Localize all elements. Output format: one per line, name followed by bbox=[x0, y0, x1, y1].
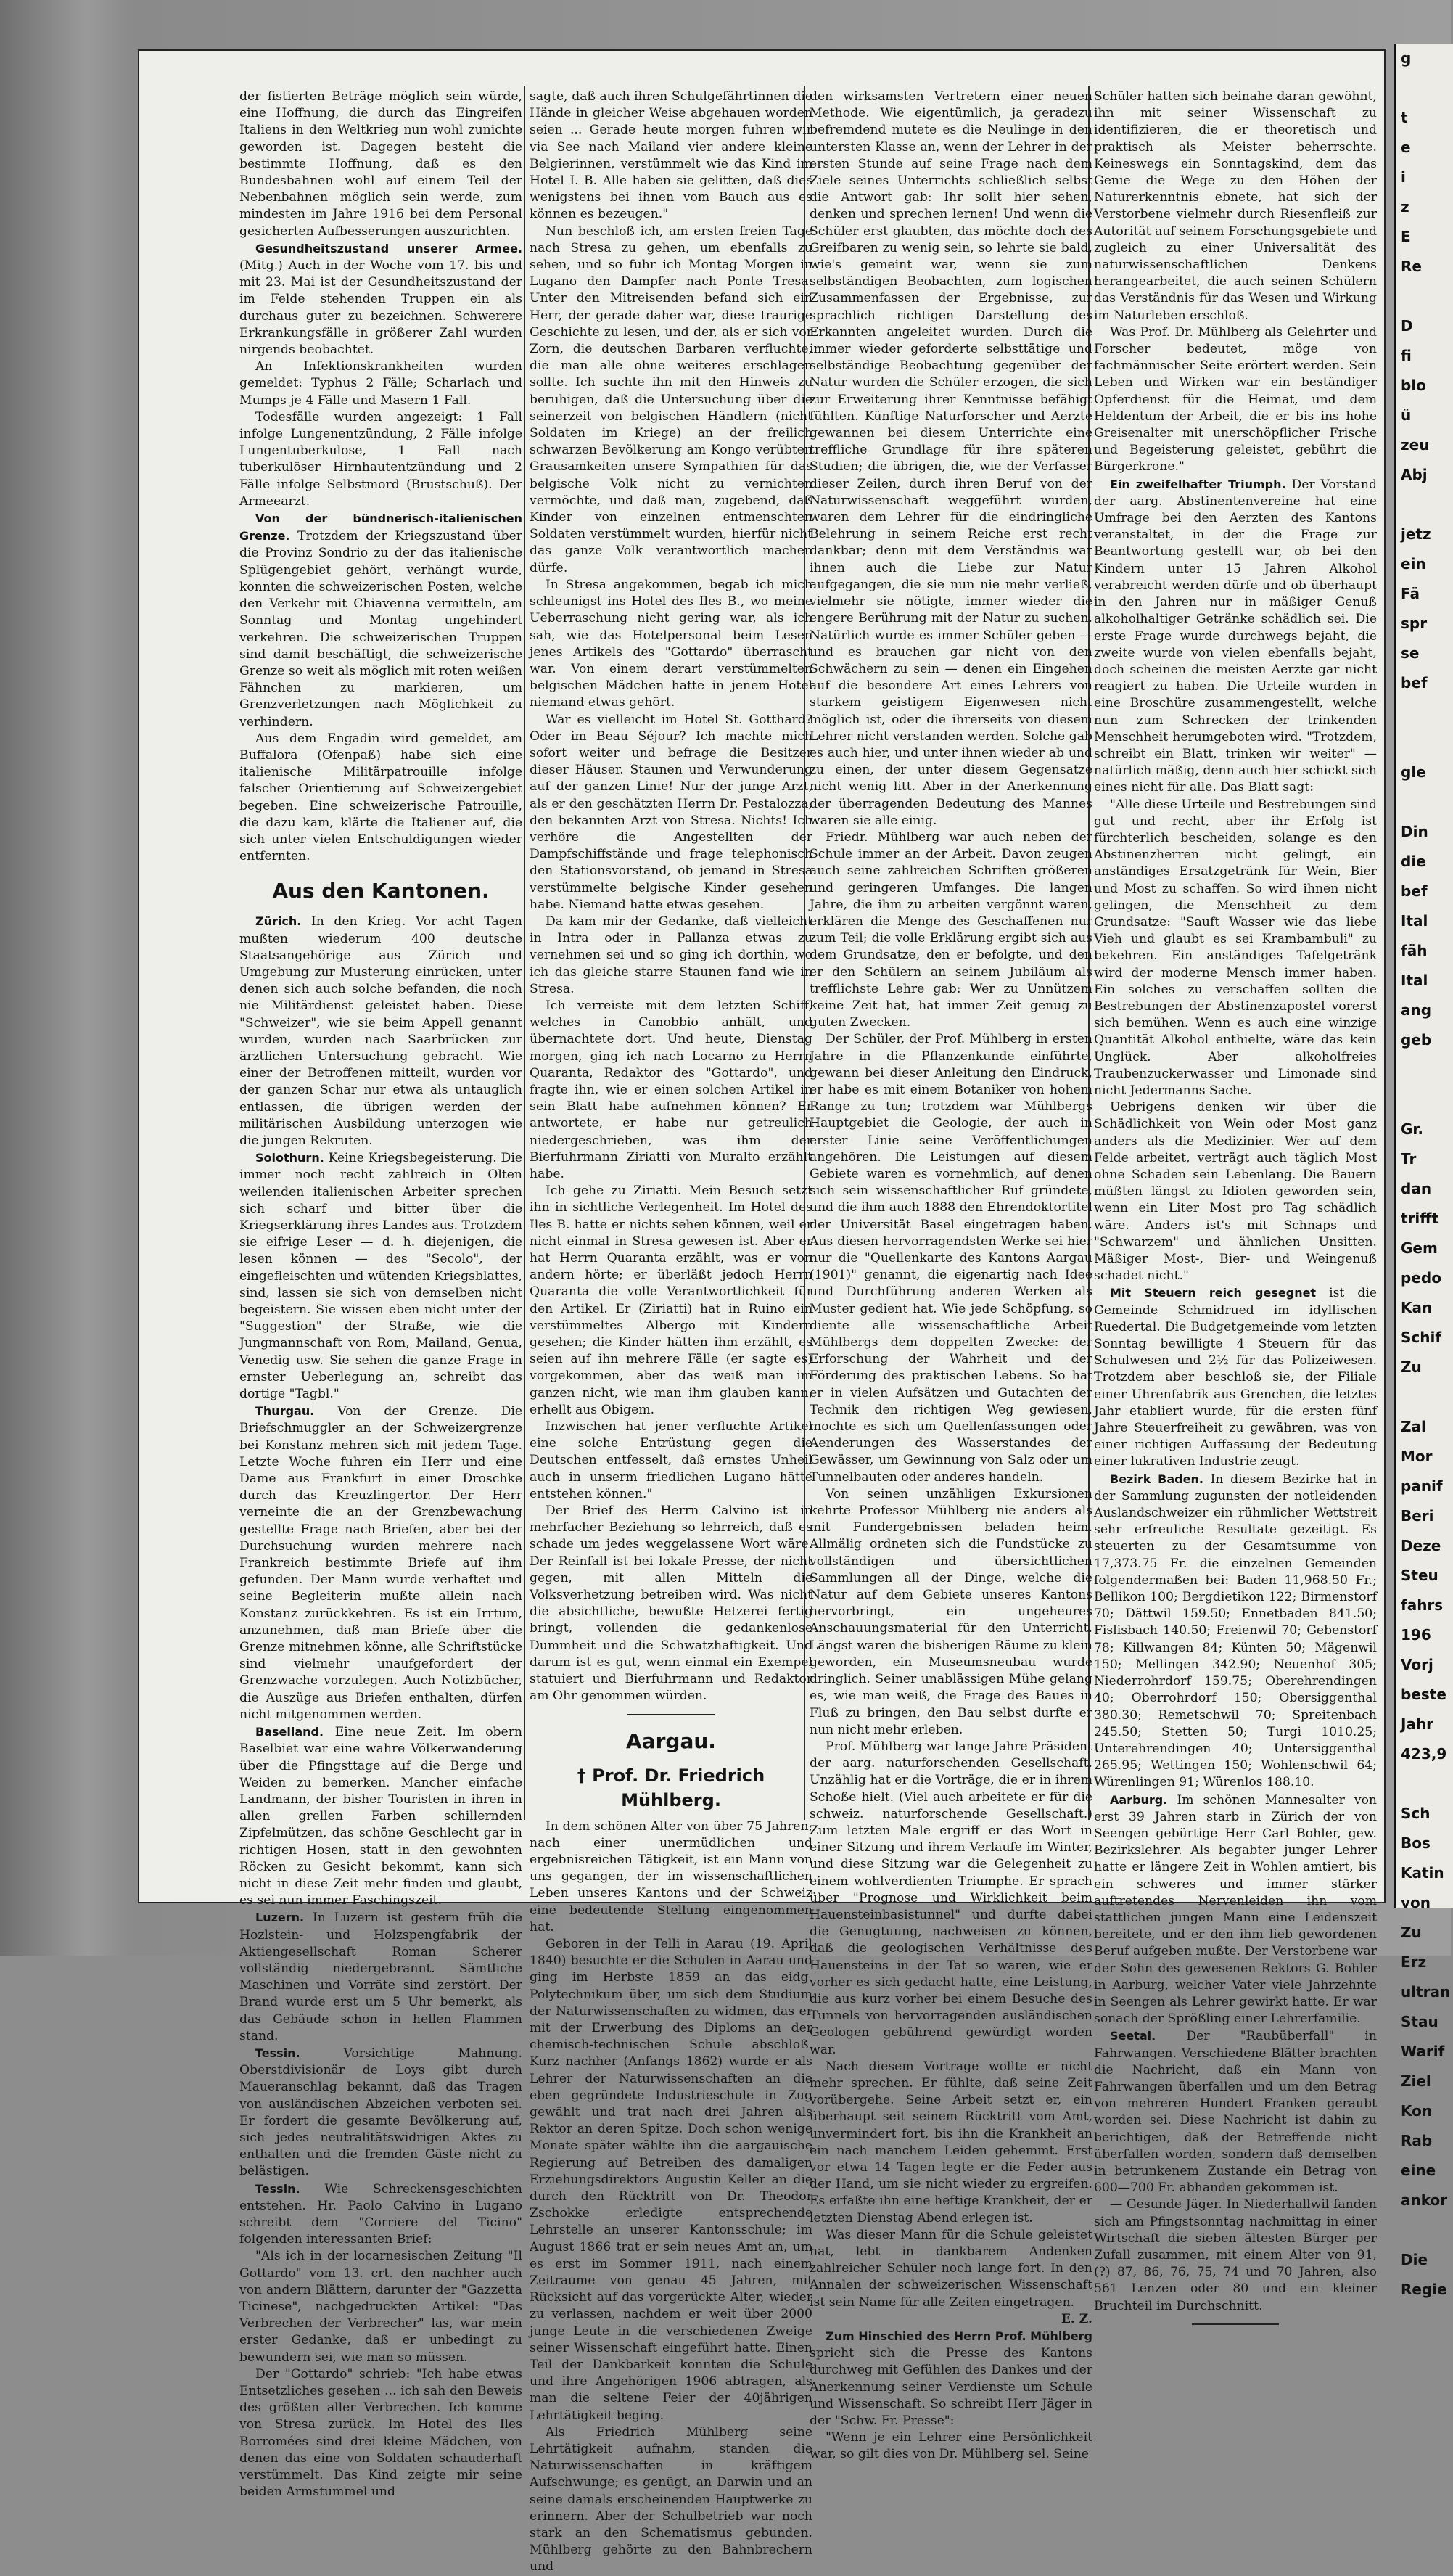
adjacent-page-fragment: fi bbox=[1401, 347, 1412, 364]
adjacent-page-fragment: trifft bbox=[1401, 1210, 1439, 1227]
article-title: Zum Hinschied des Herrn Prof. Mühlberg bbox=[826, 2329, 1092, 2344]
adjacent-page-fragment: Zu bbox=[1401, 1924, 1422, 1941]
article-text: Der "Raubüberfall" in Fahrwangen. Verschiedene Blätter brachten die Nachricht, daß ein Mann von Fahrwangen überfallen und um den Betrag von mehreren Hundert Franken geraubt worden sei. Diese Nachricht ist dahin zu berichtigen, daß der Betreffende nicht überfallen worden, sondern daß demselben in betrunkenem Zustande ein Betrag von 600—700 Fr. abhanden gekommen ist. bbox=[1094, 2029, 1377, 2196]
adjacent-page-fragment: ü bbox=[1401, 406, 1412, 424]
adjacent-page-fragment: Re bbox=[1401, 258, 1422, 275]
adjacent-page-fragment: se bbox=[1401, 644, 1420, 662]
article-title: Tessin. bbox=[255, 2181, 300, 2196]
article-text: Da kam mir der Gedanke, daß vielleicht in Intra oder in Pallanza etwas zu vernehmen sei und so ging ich dorthin, wo ich das gleiche starre Staunen fand wie in Stresa. bbox=[530, 914, 812, 996]
adjacent-page-fragment: Deze bbox=[1401, 1537, 1441, 1554]
article-title: Tessin. bbox=[255, 2046, 300, 2060]
column-rule bbox=[524, 86, 525, 1820]
adjacent-page-fragment: pedo bbox=[1401, 1269, 1441, 1287]
article-text: Vorsichtige Mahnung. Oberstdivisionär de Loys gibt durch Maueranschlag bekannt, daß das Tragen von ausländischen Abzeichen verboten sei. Er fordert die gesamte Bevölkerung auf, sich jedes neutralitätswidrigen Aktes zu enthalten und die fremden Gäste nicht zu belästigen. bbox=[239, 2046, 522, 2179]
article-text: Von seinen unzähligen Exkursionen kehrte Professor Mühlberg nie anders als mit Fundergebnissen beladen heim. Allmälig ordneten sich die Fundstücke zu vollständigen und übersichtlichen Sammlungen all der Dinge, welche die Natur auf dem Gebiete unseres Kantons hervorbringt, ein ungeheures Anschauungsmaterial für den Unterricht. Längst waren die bisherigen Räume zu klein geworden, ein Museumsneubau wurde dringlich. Seiner unablässigen Mühe gelang es, wie man weiß, die Frage des Baues in Fluß zu bringen, den Bau selbst durfte er nun nicht mehr erleben. bbox=[810, 1486, 1092, 1737]
adjacent-page-fragment: die bbox=[1401, 853, 1426, 870]
adjacent-page-fragment bbox=[1396, 282, 1453, 311]
adjacent-page-fragment: Katin bbox=[1401, 1864, 1444, 1882]
article-title: Thurgau. bbox=[255, 1404, 315, 1419]
article-title: Aarburg. bbox=[1110, 1792, 1168, 1807]
article-text: In Stresa angekommen, begab ich mich schleunigst ins Hotel des Iles B., wo meine Ueberraschung nicht gering war, als ich sah, wie das Hotelpersonal beim Lesen jenes Artikels des "Gottardo" überrascht war. Von einem derart verstümmelten belgischen Mädchen hatte in jenem Hotel niemand etwas gehört. bbox=[530, 577, 812, 710]
adjacent-page-fragment: Ital bbox=[1401, 972, 1428, 989]
adjacent-page-edge bbox=[1394, 44, 1453, 2298]
adjacent-page-fragment: e bbox=[1401, 139, 1411, 156]
article-text: Prof. Mühlberg war lange Jahre Präsident der aarg. naturforschenden Gesellschaft. Unzählig hat er die Vorträge, die er in ihrem Schoße hielt. (Viel auch arbeitete er für die schweiz. naturforschende Gesellschaft.) Zum letzten Male ergriff er das Wort in einer Sitzung und ihrem Verlaufe im Winter, und diese Sitzung war die Gelegenheit zu einem wohlverdienten Triumphe. Er sprach über "Prognose und Wirklichkeit beim Hauensteinbasistunnel" und durfte dabei die Genugtuung, nachweisen zu können, daß die geologischen Verhältnisse des Hauensteins in der Tat so waren, wie er vorher es sich gedacht hatte, eine Leistung, die aus kurz vorher bei einem Besuche des Tunnels von hervorragenden ausländischen Geologen gebührend gewürdigt worden war. bbox=[810, 1739, 1092, 2057]
article-text: Geboren in der Telli in Aarau (19. April 1840) besuchte er die Schulen in Aarau und ging im Herbste 1859 an das eidg. Polytechnikum über, um sich dem Studium der Naturwissenschaften zu widmen, das er mit der Erwerbung des Diploms an der chemisch-technischen Schule abschloß. Kurz nachher (Anfangs 1862) wurde er als Lehrer der Naturwissenschaften an die eben gegründete Industrieschule in Zug gewählt und trat nach drei Jahren als Rektor an deren Spitze. Doch schon wenige Monate später wählte ihn die aargauische Regierung auf Betreiben des damaligen Erziehungsdirektors Augustin Keller an die durch den Rücktritt von Dr. Theodor Zschokke erledigte entsprechende Lehrstelle an unserer Kantonsschule; im August 1866 trat er sein neues Amt an, um es erst im Sommer 1911, nach einem Zeitraume von genau 45 Jahren, mit Rücksicht auf das vorgerückte Alter, wieder zu verlassen, nachdem er weit über 2000 junge Leute in die verschiedenen Zweige seiner Wissenschaft eingeführt hatte. Einen Teil der Dankbarkeit konnten die Schule und ihre Angehörigen 1906 abtragen, als man die seltene Feier der 40jährigen Lehrtätigkeit beging. bbox=[530, 1936, 812, 2423]
article-text: Friedr. Mühlberg war auch neben der Schule immer an der Arbeit. Davon zeugen auch seine zahlreichen Schriften größeren und geringeren Umfanges. Die langen Jahre, die ihm zu arbeiten vergönnt waren, erklären die Menge des Geschaffenen nur zum Teil; die volle Erklärung ergibt sich aus dem Grundsatze, den er befolgte, und den er den Schülern an seinem Jubiläum als trefflichste Lehre gab: Wer zu Unnützem keine Zeit hat, hat immer Zeit genug zu guten Zwecken. bbox=[810, 829, 1092, 1030]
adjacent-page-fragment bbox=[1396, 2215, 1453, 2245]
article-text: "Alle diese Urteile und Bestrebungen sind gut und recht, aber ihr Erfolg ist fürchterlich bescheiden, solange es den Abstinenzherren nicht gelingt, ein anständiges Ersatzgetränk für Wein, Bier und Most zu schaffen. So wird ihnen nicht gelingen, die Menschheit zu dem Grundsatze: "Sauft Wasser wie das liebe Vieh und glaubt es sei Krambambuli" zu bekehren. Ein anständiges Tafelgetränk wird der moderne Mensch immer haben. Ein solches zu verschaffen sollten die Bestrebungen der Abstinenzapostel vorerst sich bemühen. Wenn es auch eine winzige Quantität Alkohol enthielte, wäre das kein Unglück. Aber alkoholfreies Traubenzuckerwasser und Limonade sind nicht Jedermanns Sache. bbox=[1094, 797, 1377, 1098]
section-heading: Aargau. bbox=[626, 1728, 716, 1753]
adjacent-page-fragment bbox=[1396, 1085, 1453, 1115]
column-3 bbox=[810, 89, 1092, 2462]
adjacent-page-fragment: panif bbox=[1401, 1477, 1443, 1495]
article-text: Aus dem Engadin wird gemeldet, am Buffalora (Ofenpaß) habe sich eine italienische Militärpatrouille infolge falscher Orientierung auf Schweizergebiet begeben. Eine schweizerische Patrouille, die dazu kam, klärte die Italiener auf, die sich unter vielen Entschuldigungen wieder entfernten. bbox=[239, 731, 522, 864]
article-title: Mit Steuern reich gesegnet bbox=[1110, 1286, 1317, 1300]
adjacent-page-fragment: Sch bbox=[1401, 1805, 1431, 1822]
adjacent-page-fragment: Ital bbox=[1401, 912, 1428, 930]
adjacent-page-fragment bbox=[1396, 698, 1453, 728]
article-text: — Gesunde Jäger. In Niederhallwil fanden sich am Pfingstsonntag nachmittag in einer Wirtschaft die sieben ältesten Bürger per Zufall zusammen, mit einem Alter von 91, (?) 87, 86, 76, 75, 74 und 70 Jahren, also 561 Lenzen oder 80 und ein kleiner Bruchteil im Durchschnitt. bbox=[1094, 2197, 1377, 2313]
section-heading: Aus den Kantonen. bbox=[272, 879, 490, 903]
article-text: Ich gehe zu Ziriatti. Mein Besuch setzt ihn in sichtliche Verlegenheit. Im Hotel des Iles B. hatte er nichts sehen können, weil er nicht einmal in Stresa gewesen ist. Aber er hat Herrn Quaranta erzählt, was er von andern hörte; er überläßt jedoch Herrn Quaranta die volle Verantwortlichkeit für den Artikel. Er (Ziriatti) hat in Ruino ein verstümmeltes Albergo mit Kindern gesehen; die Kinder hätten ihm erzählt, es seien auf ihn mehrere Fälle (er sagte es) vorgekommen, aber das weiß man im ganzen nicht, wie man ihm glauben kann, erhellt aus Obigem. bbox=[530, 1184, 812, 1417]
adjacent-page-fragment: Jahr bbox=[1401, 1715, 1434, 1733]
adjacent-page-fragment bbox=[1396, 787, 1453, 817]
adjacent-page-fragment: Zu bbox=[1401, 1358, 1422, 1376]
article-text: Eine neue Zeit. Im obern Baselbiet war eine wahre Völkerwanderung über die Pfingsttage auf die Berge und Weiden zu bemerken. Mancher einfache Landmann, der bisher Touristen in ihren in allen grellen Farben schillernden Zipfelmützen, das schöne Geschlecht gar in richtigen Hosen, statt in den gewohnten Röcken zu Gesicht bekommt, kann sich nicht in diese Zeit mehr finden und glaubt, es sei nun immer Faschingszeit. bbox=[239, 1725, 523, 1908]
adjacent-page-fragment: Regie bbox=[1401, 2281, 1447, 2298]
article-title: Luzern. bbox=[255, 1911, 305, 1925]
adjacent-page-fragment: E bbox=[1401, 228, 1411, 245]
adjacent-page-fragment: 196 bbox=[1401, 1626, 1431, 1644]
adjacent-page-fragment: z bbox=[1401, 198, 1409, 216]
article-text: Schüler hatten sich beinahe daran gewöhnt, ihn mit seiner Wissenschaft zu identifizieren, die er theoretisch und praktisch als Meister beherrschte. Keineswegs ein Sonntagskind, dem das Genie die Wege zu den Höhen der Naturerkenntnis ebnete, hat sich der Verstorbene vielmehr durch Riesenfleiß zur Autorität auf seinem Forschungsgebiete und zugleich zu einer Universalität des naturwissenschaftlichen Denkens herangearbeitet, die auch seinen Schülern das Verständnis für das Wesen und Wirkung im Naturleben erschloß. bbox=[1094, 89, 1377, 323]
adjacent-page-fragment: Warif bbox=[1401, 2043, 1445, 2060]
adjacent-page-fragment bbox=[1396, 1382, 1453, 1412]
article-text: Trotzdem der Kriegszustand über die Provinz Sondrio zu der das italienische Splügengebiet gehört, verhängt wurde, konnten die schweizerischen Posten, welche den Verkehr mit Chiavenna vermitteln, am Sonntag und Montag ungehindert verkehren. Die schweizerischen Truppen sind damit beschäftigt, die schweizerische Grenze so weit als möglich mit roten weißen Fähnchen zu markieren, um Grenzverletzungen nach Möglichkeit zu verhindern. bbox=[239, 529, 523, 729]
adjacent-page-fragment: t bbox=[1401, 109, 1408, 126]
adjacent-page-fragment: ultran bbox=[1401, 1983, 1451, 2001]
article-text: ist die Gemeinde Schmidrued im idyllischen Ruedertal. Die Budgetgemeinde vom letzten Sonntag bewilligte 4 Steuern für das Schulwesen und 2½ für das Polizeiwesen. Trotzdem aber beschloß sie, der Filiale einer Uhrenfabrik aus Grenchen, die letztes Jahr etabliert wurde, für die ersten fünf Jahre Steuerfreiheit zu gewähren, was von einer richtigen Auffassung der Bedeutung einer lukrativen Industrie zeugt. bbox=[1094, 1286, 1377, 1469]
adjacent-page-fragment: fäh bbox=[1401, 942, 1428, 959]
article-text: Der Brief des Herrn Calvino ist in mehrfacher Beziehung so lehrreich, daß es schade um jedes weggelassene Wort wäre. Der Reinfall ist bei lokale Presse, der nicht gegen, mit allen Mitteln die Volksverhetzung betreiben wird. Was nicht die absichtliche, bewußte Hetzerei fertig bringt, vollenden die gedankenlose Dummheit und die Schwatzhaftigkeit. Und darum ist es gut, wenn einmal ein Exempel statuiert und Bierfuhrmann und Redaktor am Ohr genommen würden. bbox=[530, 1504, 812, 1704]
section-divider bbox=[627, 1714, 715, 1715]
adjacent-page-fragment bbox=[1396, 728, 1453, 758]
adjacent-page-fragment: zeu bbox=[1401, 436, 1430, 454]
article-text: In den Krieg. Vor acht Tagen mußten wiederum 400 deutsche Staatsangehörige aus Zürich und Umgebung zur Musterung einrücken, unter denen sich auch solche befanden, die noch nie Militärdienst geleistet haben. Diese "Schweizer", wie sie beim Appell genannt wurden, wurden nach Saarbrücken zur ärztlichen Untersuchung gebracht. Wie einer der Betroffenen mitteilt, wurden vor der ganzen Schar nur etwa als untauglich entlassen, die übrigen werden der militärischen Ausbildung unterzogen wie die jungen Rekruten. bbox=[239, 914, 522, 1148]
adjacent-page-fragment: ein bbox=[1401, 555, 1426, 573]
adjacent-page-fragment: Die bbox=[1401, 2251, 1428, 2268]
adjacent-page-fragment: Ziel bbox=[1401, 2072, 1431, 2090]
article-text: Wie Schreckensgeschichten entstehen. Hr. Paolo Calvino in Lugano schreibt dem "Corriere del Ticino" folgenden interessanten Brief: bbox=[239, 2181, 522, 2247]
article-text: War es vielleicht im Hotel St. Gotthard? Oder im Beau Séjour? Ich machte mich sofort weiter und befrage die Besitzer dieser Häuser. Staunen und Verwunderung auf der ganzen Linie! Nur der junge Arzt, als er den geschätzten Herrn Dr. Pestalozza, den bekannten Arzt von Stresa. Nichts! Ich verhöre die Angestellten der Dampfschiffstände und frage telephonisch den Stationsvorstand, ob jemand in Stresa verstümmelte belgische Kinder gesehen habe. Niemand hatte etwas gesehen. bbox=[530, 712, 812, 912]
article-title: Gesundheitszustand unserer Armee. bbox=[255, 241, 522, 255]
adjacent-page-fragment bbox=[1396, 1055, 1453, 1085]
adjacent-page-fragment: eine bbox=[1401, 2162, 1436, 2179]
adjacent-page-fragment: i bbox=[1401, 168, 1406, 186]
adjacent-page-fragment: Vorj bbox=[1401, 1656, 1433, 1673]
adjacent-page-fragment: Tr bbox=[1401, 1150, 1417, 1168]
article-text: sagte, daß auch ihren Schulgefährtinnen die Hände in gleicher Weise abgehauen worden seien ... Gerade heute morgen fuhren wir via See nach Mailand vier andere kleine Belgierinnen, verstümmelt wie das Kind im Hotel I. B. Alle haben sie gelitten, daß dies wenigstens bei ihnen vom Bauch aus es können es bezeugen." bbox=[530, 89, 812, 222]
adjacent-page-fragment: Fä bbox=[1401, 585, 1420, 602]
article-text: den wirksamsten Vertretern einer neuen Methode. Wie eigentümlich, ja geradezu befremdend mutete es die Neulinge in den untersten Klasse an, wenn der Lehrer in der ersten Stunde auf seine Frage nach dem Ziele seines Unterrichts schließlich selbst die Antwort gab: Ihr sollt hier sehen, denken und sprechen lernen! Und wenn die Schüler erst glaubten, das möchte doch des Greifbaren zu wenig sein, so lehrte sie bald, wie's gemeint war, wenn sie zum selbständigen Beobachten, zum logischen Zusammenfassen der Ergebnisse, zur sprachlich richtigen Darstellung des Erkannten angeleitet wurden. Durch die immer wieder geforderte selbsttätige und selbständige Beobachtung gegenüber der Natur wurden die Schüler erzogen, die sich zur Erweiterung ihrer Kenntnisse befähigt fühlten. Künftige Naturforscher und Aerzte gewannen bei diesem Unterrichte eine treffliche Grundlage für ihre späteren Studien; die übrigen, die, wie der Verfasser dieser Zeilen, durch ihren Beruf von der Naturwissenschaft weggeführt wurden, waren dem Lehrer für die eindringliche Belehrung in seinem Reiche erst recht dankbar; denn mit dem Verständnis war ihnen auch die Liebe zur Natur aufgegangen, die sie nun nie mehr verließ, vielmehr sie nötigte, immer wieder die engere Berührung mit der Natur zu suchen. Natürlich wurde es immer Schüler geben — und es brauchen gar nicht von den Schwächern zu sein — denen ein Eingehen auf die besondere Art eines Lehrers von starkem geistigem Eigenwesen nicht möglich ist, oder die ihrerseits von diesem Lehrer nicht verstanden werden. Solche gab es auch hier, und unter ihnen wieder ab und zu einen, der unter diesem Gegensatze nicht wenig litt. Aber in der Anerkennung der überragenden Bedeutung des Mannes waren sie alle einig. bbox=[810, 89, 1092, 828]
adjacent-page-fragment: dan bbox=[1401, 1180, 1432, 1197]
adjacent-page-fragment: Erz bbox=[1401, 1953, 1427, 1971]
article-text: Von der Grenze. Die Briefschmuggler an der Schweizergrenze bei Konstanz mehren sich mit jedem Tage. Letzte Woche fuhren ein Herr und eine Dame aus Frankfurt in einer Droschke durch das Kreuzlingertor. Der Herr verneinte die an der Grenzbewachung gestellte Frage nach Briefen, aber bei der Durchsuchung wurden mehrere nach Frankreich bestimmte Briefe auf ihm gefunden. Der Mann wurde verhaftet und seine Begleiterin mußte allein nach Konstanz zurückkehren. Es ist ein Irrtum, anzunehmen, daß man Briefe über die Grenze mitnehmen könne, alle Schriftstücke sind vielmehr unaufgefordert der Grenzwache vorzulegen. Auch Notizbücher, die Auszüge aus Briefen enthalten, dürfen nicht mitgenommen werden. bbox=[239, 1404, 523, 1722]
adjacent-page-fragment: Stau bbox=[1401, 2013, 1438, 2030]
adjacent-page-fragment: gle bbox=[1401, 763, 1426, 781]
article-text: Der "Gottardo" schrieb: "Ich habe etwas Entsetzliches gesehen ... ich sah den Beweis des größten aller Verbrechen. Ich komme von Stresa zurück. Im Hotel des Iles Borromées sind drei kleine Mädchen, von denen das eine von Soldaten schauderhaft verstümmelt. Das Kind zeigte mir seine beiden Armstummel und bbox=[239, 2366, 522, 2500]
article-text: Was Prof. Dr. Mühlberg als Gelehrter und Forscher bedeutet, möge von fachmännischer Seite erörtert werden. Sein Leben und Wirken war ein beständiger Opferdienst für die Heimat, und dem Heldentum der Arbeit, die er bis ins hohe Greisenalter mit unerschöpflicher Frische und Begeisterung geleistet, gebührt die Bürgerkrone." bbox=[1094, 324, 1377, 475]
adjacent-page-fragment bbox=[1396, 73, 1453, 103]
article-text: "Als ich in der locarnesischen Zeitung "Il Gottardo" vom 13. crt. den nachher auch von andern Blättern, darunter der "Gazzetta Ticinese", nachgedruckten Artikel: "Das Verbrechen der Verbrecher" las, war mein erster Gedanke, daß er unbedingt zu bewundern sei, wie man so müssen. bbox=[239, 2249, 522, 2365]
adjacent-page-fragment: spr bbox=[1401, 615, 1428, 632]
author-signature: E. Z. bbox=[1061, 2311, 1092, 2326]
article-title: Von der bündnerisch-italienischen Grenze. bbox=[239, 512, 522, 543]
adjacent-page-fragment: geb bbox=[1401, 1031, 1432, 1049]
article-title: Bezirk Baden. bbox=[1110, 1472, 1203, 1486]
article-text: In dem schönen Alter von über 75 Jahren, nach einer unermüdlichen und ergebnisreichen Tätigkeit, ist ein Mann von uns gegangen, der im wissenschaftlichen Leben unseres Kantons und der Schweiz eine bedeutende Stellung eingenommen hat. bbox=[530, 1818, 812, 1935]
article-text: In diesem Bezirke hat in der Sammlung zugunsten der notleidenden Auslandschweizer ein rühmlicher Wettstreit sehr erfreuliche Resultate gezeitigt. Es steuerten zu der Gesamtsumme von 17,373.75 Fr. die einzelnen Gemeinden folgendermaßen bei: Baden 11,968.50 Fr.; Bellikon 100; Bergdietikon 122; Birmenstorf 70; Dättwil 159.50; Ennetbaden 841.50; Fislisbach 140.50; Freienwil 70; Gebenstorf 78; Killwangen 84; Künten 50; Mägenwil 150; Mellingen 342.90; Neuenhof 305; Niederrohrdorf 159.75; Oberehrendingen 40; Oberrohrdorf 150; Obersiggenthal 380.30; Remetschwil 70; Spreitenbach 245.50; Stetten 50; Turgi 1010.25; Unterehrendingen 40; Untersiggenthal 265.95; Wettingen 150; Wohlenschwil 64; Würenlingen 91; Würenlos 188.10. bbox=[1094, 1472, 1378, 1790]
adjacent-page-fragment: Mor bbox=[1401, 1448, 1433, 1465]
adjacent-page-fragment: 423,9 bbox=[1401, 1745, 1447, 1763]
article-text: In Luzern ist gestern früh die Hozlstein- und Holzspengfabrik der Aktiengesellschaft Roman Scherer vollständig niedergebrannt. Sämtliche Maschinen und Vorräte sind zerstört. Der Brand wurde erst um 5 Uhr bemerkt, als das Gebäude schon in hellen Flammen stand. bbox=[239, 1911, 522, 2043]
column-4 bbox=[1094, 89, 1378, 2313]
article-text: spricht sich die Presse des Kantons durchweg mit Gefühlen des Dankes und der Anerkennung seiner Verdienste um Schule und Wissenschaft. So schreibt Herr Jäger in der "Schw. Fr. Presse": bbox=[810, 2346, 1092, 2429]
article-text: Inzwischen hat jener verfluchte Artikel eine solche Entrüstung gegen die Deutschen entfesselt, daß ernstes Unheil auch in unserm friedlichen Lugano hätte entstehen können." bbox=[530, 1419, 812, 1501]
article-text: Ich verreiste mit dem letzten Schiff, welches in Canobbio anhält, und übernachtete dort. Und heute, Dienstag morgen, ging ich nach Locarno zu Herrn Quaranta, Redaktor des "Gottardo", und fragte ihn, wie er einen solchen Artikel in sein Blatt habe aufnehmen können? Er antwortete, er habe nur getreulich niedergeschrieben, was ihm der Bierfuhrmann Ziriatti von Muralto erzählt habe. bbox=[530, 998, 812, 1181]
adjacent-page-fragment: von bbox=[1401, 1894, 1431, 1911]
adjacent-page-fragment: Bos bbox=[1401, 1834, 1431, 1852]
section-divider bbox=[1192, 2323, 1279, 2325]
adjacent-page-fragment: Zal bbox=[1401, 1418, 1426, 1435]
article-title: Seetal. bbox=[1110, 2029, 1156, 2043]
article-text: Uebrigens denken wir über die Schädlichkeit von Wein oder Most ganz anders als die Medizinier. Wer auf dem Felde arbeitet, verträgt auch täglich Most ohne Schaden sein Lebenlang. Die Bauern müßten längst zu Idioten geworden sein, wenn ein Liter Most pro Tag schädlich wäre. Anders ist's mit Schnaps und "Schwarzem" und ähnlichen Unsitten. Mäßiger Most-, Bier- und Weingenuß schadet nicht." bbox=[1094, 1100, 1377, 1284]
adjacent-page-fragment: ankor bbox=[1401, 2191, 1448, 2209]
article-title: Ein zweifelhafter Triumph. bbox=[1110, 477, 1286, 491]
article-text: Keine Kriegsbegeisterung. Die immer noch recht zahlreich in Olten weilenden italienischen Arbeiter sprechen sich scharf und bitter über die Kriegserklärung ihres Landes aus. Trotzdem sie eifrige Leser — d. h. diejenigen, die lesen können — des "Secolo", der eingefleischten und wütenden Kriegsblattes, sind, lassen sie sich von demselben nicht begeistern. Sie wissen eben nicht unter der "Suggestion" der Straße, wie die Jungmannschaft von Rom, Mailand, Genua, Venedig usw. Sie sehen die ganze Frage in ernster Ueberlegung an, schreibt das dortige "Tagbl." bbox=[239, 1151, 522, 1402]
adjacent-page-fragment: fahrs bbox=[1401, 1596, 1444, 1614]
adjacent-page-fragment: Rab bbox=[1401, 2132, 1433, 2149]
adjacent-page-fragment: ang bbox=[1401, 1001, 1432, 1019]
article-text: Todesfälle wurden angezeigt: 1 Fall infolge Lungenentzündung, 2 Fälle infolge Lungentuberkulose, 1 Fall nach tuberkulöser Hirnhautentzündung und 2 Fälle infolge Selbstmord (Brustschuß). Der Armeearzt. bbox=[239, 409, 522, 509]
adjacent-page-fragment: beste bbox=[1401, 1686, 1446, 1703]
adjacent-page-fragment: Gem bbox=[1401, 1239, 1438, 1257]
adjacent-page-fragment: Din bbox=[1401, 823, 1428, 840]
article-text: Als Friedrich Mühlberg seine Lehrtätigkeit aufnahm, standen die Naturwissenschaften in kräftigem Aufschwunge; es genügt, an Darwin und an seine damals erscheinenden Hauptwerke zu erinnern. Aber der Schulbetrieb war noch stark an den Schematismus gebunden. Mühlberg gehörte zu den Bahnbrechern und bbox=[530, 2424, 812, 2575]
article-text: Nach diesem Vortrage wollte er nicht mehr sprechen. Er fühlte, daß seine Zeit vorübergehe. Seine Arbeit setzt er, ein überhaupt seit seinem Rücktritt vom Amt, unvermindert fort, bis ihn die Krankheit an ein nach manchem Leiden gehemmt. Erst vor etwa 14 Tagen legte er die Feder aus der Hand, um sie nicht wieder zu ergreifen. Es erfaßte ihn eine heftige Krankheit, der er letzten Dienstag Abend erlegen ist. bbox=[810, 2059, 1092, 2226]
adjacent-page-fragment bbox=[1396, 1769, 1453, 1799]
article-title: Solothurn. bbox=[255, 1151, 324, 1165]
article-text: "Wenn je ein Lehrer eine Persönlichkeit war, so gilt dies von Dr. Mühlberg sel. Seine bbox=[810, 2430, 1092, 2462]
adjacent-page-fragment: bef bbox=[1401, 674, 1428, 692]
adjacent-page-fragment: blo bbox=[1401, 377, 1426, 394]
adjacent-page-fragment: Schif bbox=[1401, 1329, 1442, 1346]
adjacent-page-fragment: Gr. bbox=[1401, 1120, 1424, 1138]
adjacent-page-fragment: jetz bbox=[1401, 525, 1431, 543]
article-title: Baselland. bbox=[255, 1725, 324, 1739]
article-text: Der Vorstand der aarg. Abstinentenvereine hat eine Umfrage bei den Aerzten des Kantons veranstaltet, in der die Frage zur Beantwortung gestellt war, ob bei den Kindern unter 15 Jahren Alkohol verabreicht werden dürfe und ob überhaupt in den Jahren nur in mäßiger Genuß alkoholhaltiger Getränke schädlich sei. Die erste Frage wurde durchwegs bejaht, die zweite wurde von vielen ebenfalls bejaht, doch scheinen die meisten Aerzte gar nicht reagiert zu haben. Die Urteile wurden in eine Broschüre zusammengestellt, welche nun zum Schrecken der trinkenden Menschheit herumgeboten wird. "Trotzdem, schreibt ein Blatt, trinken wir weiter" — natürlich mäßig, denn auch hier schickt sich eines nicht für alle. Das Blatt sagt: bbox=[1094, 477, 1378, 795]
article-text: Was dieser Mann für die Schule geleistet hat, lebt in dankbarem Andenken zahlreicher Schüler noch lange fort. In den Annalen der schweizerischen Wissenschaft ist sein Name für alle Zeiten eingetragen. bbox=[810, 2227, 1092, 2310]
adjacent-page-fragment: Beri bbox=[1401, 1507, 1434, 1525]
article-intro: der fistierten Beträge möglich sein würde, eine Hoffnung, die durch das Eingreifen Italiens in den Weltkrieg nun wohl zunichte geworden ist. Dagegen besteht die bestimmte Hoffnung, daß es den Bundesbahnen wohl auf einem Teil der Nebenbahnen möglich sein werde, zum mindesten im Jahre 1916 bei dem Personal gesicherten Aufbesserungen auszurichten. bbox=[239, 89, 522, 239]
adjacent-page-fragment: Steu bbox=[1401, 1567, 1438, 1584]
adjacent-page-fragment bbox=[1396, 490, 1453, 520]
adjacent-page-fragment: D bbox=[1401, 317, 1413, 335]
article-title: Zürich. bbox=[255, 914, 302, 929]
adjacent-page-fragment: Kan bbox=[1401, 1299, 1433, 1316]
column-2 bbox=[530, 89, 812, 2575]
article-text: (Mitg.) Auch in der Woche vom 17. bis und mit 23. Mai ist der Gesundheitszustand der im Felde stehenden Truppen ein als durchaus guter zu bezeichnen. Schwerere Erkrankungsfälle in größerer Zahl wurden nirgends beobachtet. bbox=[239, 258, 522, 358]
adjacent-page-fragment: Abj bbox=[1401, 466, 1428, 483]
adjacent-page-fragment: bef bbox=[1401, 882, 1428, 900]
article-text: Nun beschloß ich, am ersten freien Tage nach Stresa zu gehen, um ebenfalls zu sehen, und so fuhr ich Montag Morgen in Lugano den Dampfer nach Ponte Tresa. Unter den Mitreisenden befand sich ein Herr, der gerade daher war, diese traurige Geschichte zu lesen, und der, als er sich vor Zorn, die deutschen Barbaren verfluchte, die man alle ohne weiteres erschlagen sollte. Ich suchte ihn mit den Hinweis zu beruhigen, daß die Untersuchung über die seinerzeit von belgischen Händlern (nicht Soldaten im Kriege) an der freilich schwarzen Bevölkerung am Kongo verübten Grausamkeiten unsere Sympathien für das belgische Volk nicht zu vernichten vermöchte, und daß man, zugebend, daß Kinder von einzelnen entmenschten Soldaten verstümmelt wurden, hierfür nicht das ganze Volk verantwortlich machen dürfe. bbox=[530, 223, 812, 575]
column-1 bbox=[239, 89, 523, 2500]
adjacent-page-fragment: Kon bbox=[1401, 2102, 1433, 2120]
obituary-heading: † Prof. Dr. Friedrich Mühlberg. bbox=[577, 1765, 765, 1810]
adjacent-page-fragment: g bbox=[1401, 49, 1412, 67]
article-text: Der Schüler, der Prof. Mühlberg in ersten Jahre in die Pflanzenkunde einführte, gewann bei dieser Anleitung den Eindruck, er habe es mit einem Botaniker von hohem Range zu tun; trotzdem war Mühlbergs Hauptgebiet die Geologie, der auch in erster Linie seine Veröffentlichungen angehören. Die Leistungen auf diesem Gebiete waren es vornehmlich, auf denen sich sein wissenschaftlicher Ruf gründete, und die ihm auch 1888 den Ehrendoktortitel der Universität Basel eingetragen haben. Aus diesen hervorragendsten Werke sei hier nur die "Quellenkarte des Kantons Aargau (1901)" genannt, die eigenartig nach Idee und Durchführung anderen Werken als Muster gedient hat. Wie jede Schöpfung, so diente alle wissenschaftliche Arbeit Mühlbergs dem doppelten Zwecke: der Erforschung der Wahrheit und der Förderung des praktischen Lebens. So hat er in vielen Aufsätzen und Gutachten der Technik den richtigen Weg gewiesen, mochte es sich um Quellenfassungen oder Aenderungen des Wasserstandes der Gewässer, um Gewinnung von Salz oder um Tunnelbauten oder anderes handeln. bbox=[810, 1032, 1092, 1485]
article-text: An Infektionskrankheiten wurden gemeldet: Typhus 2 Fälle; Scharlach und Mumps je 4 Fälle und Masern 1 Fall. bbox=[239, 359, 522, 408]
article-text: Im schönen Mannesalter von erst 39 Jahren starb in Zürich der von Seengen gebürtige Herr Carl Bohler, gew. Bezirkslehrer. Als begabter junger Lehrer hatte er längere Zeit in Wohlen amtiert, bis ein schweres und immer stärker auftretendes Nervenleiden ihn vom stattlichen jungen Mann eine Leidenszeit bereitete, und er den ihm lieb gewordenen Beruf aufgeben mußte. Der Verstorbene war der Sohn des gewesenen Rektors G. Bohler in Aarburg, welcher Vater viele Jahrzehnte in Seengen als Lehrer gewirkt hatte. Er war sonach der Sprößling einer Lehrerfamilie. bbox=[1094, 1792, 1377, 2027]
